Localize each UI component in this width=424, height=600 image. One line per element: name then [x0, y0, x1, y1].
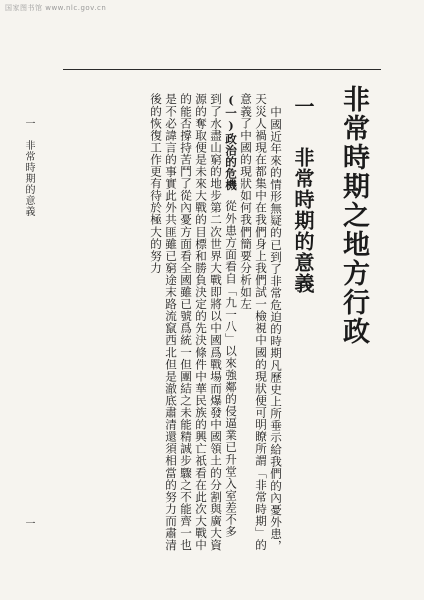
library-watermark: 国家图书馆 www.nlc.gov.cn — [5, 4, 107, 12]
subsection-heading: (一)政治的危機 — [224, 93, 238, 191]
top-rule — [63, 69, 381, 70]
text-column: 意義了中國的現狀如何我們簡要分析如左 — [239, 93, 253, 310]
book-title: 非常時期之地方行政 — [338, 85, 369, 346]
running-header: 一 非常時期的意義 — [23, 118, 34, 217]
text-column: 是不必諱言的事實此外共匪雖已窮途末路流竄西北但是澈底肅清還須相當的努力而肅清 — [164, 93, 178, 551]
text-column: 到了水盡山窮的地步第二次世界大戰即將以中國爲戰場而爆發中國領土的分割與廣大資 — [209, 93, 223, 551]
text-column: 後的恢復工作更有待於極大的努力 — [149, 93, 163, 274]
text-column: 的能否撐持苦鬥了從內憂方面看全國雖已號爲統一但團結之未能精誠步驟之不能齊一也 — [179, 93, 193, 551]
text-column: 源的奪取便是未來大戰的目標和勝負決定的先決條件中華民族的興亡祇看在此次大戰中 — [194, 93, 208, 551]
page-number: 一 — [23, 518, 34, 528]
text-column: 中國近年來的情形無疑的已到了非常危迫的時期凡歷史上所垂示給我們的內憂外患， — [269, 106, 283, 552]
section-title: 非常時期的意義 — [291, 147, 315, 294]
text-column: 從外患方面看自「九一八」以來強鄰的侵逼業已升堂入室差不多 — [224, 200, 238, 538]
section-number: 一 — [291, 96, 315, 116]
text-column: 天災人禍現在都集中在我們身上我們試一檢視中國的現狀便可明瞭所謂「非常時期」的 — [254, 93, 268, 551]
